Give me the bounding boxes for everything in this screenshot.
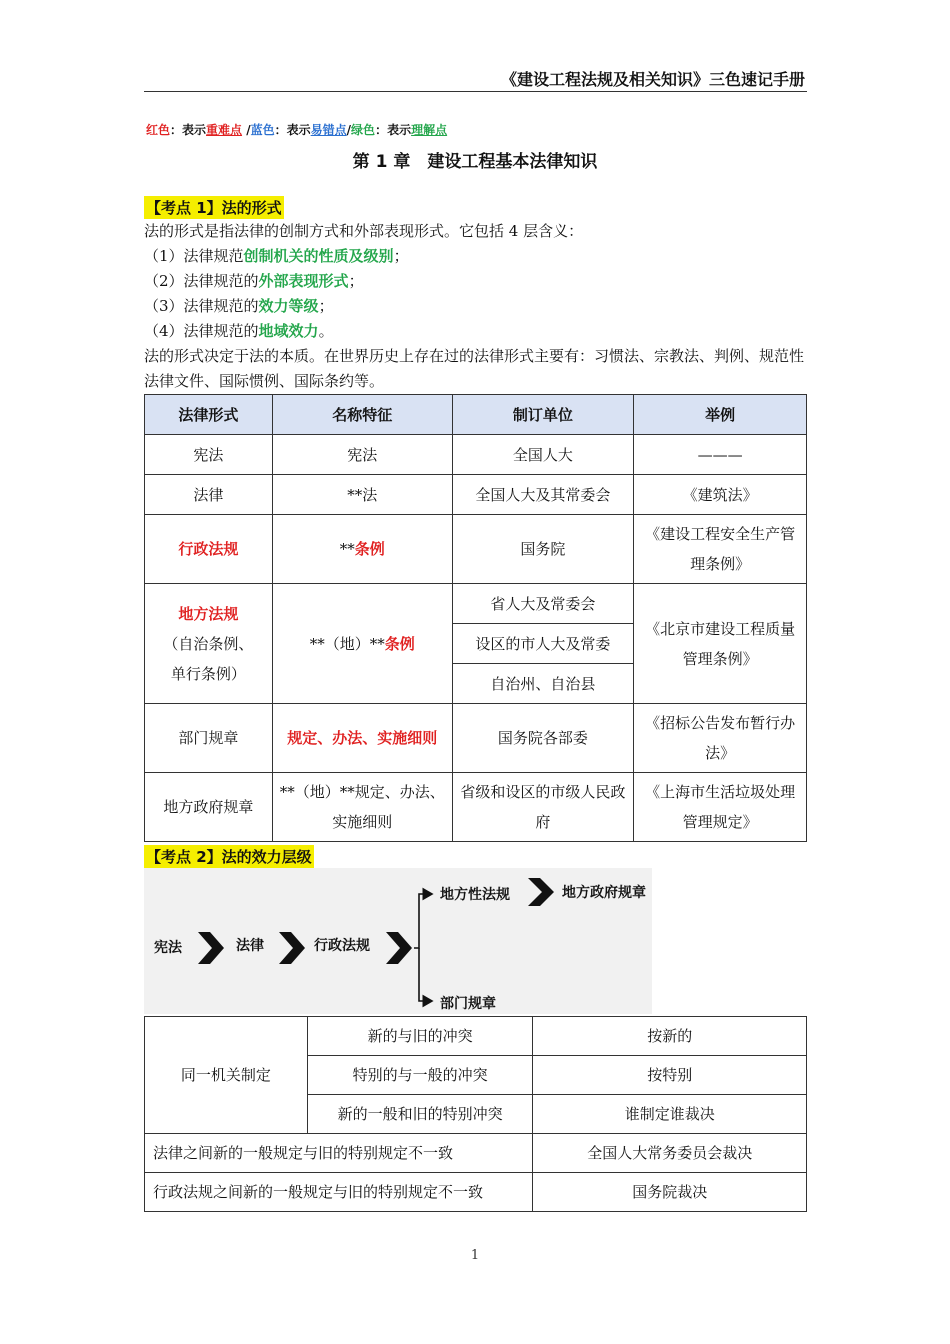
cell: 全国人大 (452, 435, 634, 475)
table-row (145, 773, 807, 842)
legend-slash: / (346, 123, 352, 137)
kp1-item: （1）法律规范创制机关的性质及级别； (144, 247, 409, 265)
cell: 按特别 (533, 1056, 807, 1095)
table-row (145, 704, 807, 773)
table-row (145, 1173, 807, 1212)
cell: 《北京市建设工程质量管理条例》 (634, 584, 807, 704)
node-law: 法律 (236, 938, 264, 954)
col-header: 举例 (634, 395, 807, 435)
branch-line (419, 948, 432, 1001)
cell: 新的与旧的冲突 (307, 1017, 533, 1056)
page-number: 1 (470, 1248, 480, 1263)
table-row (145, 515, 807, 584)
conflict-rules-table (144, 1016, 807, 1212)
cell: **条例 (272, 515, 452, 584)
legend-green-sep: ：表示 (375, 123, 412, 137)
legal-forms-table (144, 394, 807, 842)
kp1-item: （3）法律规范的效力等级； (144, 297, 334, 315)
cell: 《上海市生活垃圾处理管理规定》 (634, 773, 807, 842)
cell: 宪法 (145, 435, 273, 475)
chevron-arrow-icon (198, 932, 224, 964)
kp1-item: （4）法律规范的地域效力。 (144, 322, 334, 340)
header-rule (144, 91, 807, 92)
header-title: 《建设工程法规及相关知识》三色速记手册 (500, 70, 805, 89)
legend-slash: / (242, 123, 251, 137)
cell: 新的一般和旧的特别冲突 (307, 1095, 533, 1134)
cell: 部门规章 (145, 704, 273, 773)
chevron-arrow-icon (528, 878, 554, 906)
cell: 《招标公告发布暂行办法》 (634, 704, 807, 773)
branch-line (414, 894, 432, 948)
table-row (145, 475, 807, 515)
cell: 国务院裁决 (533, 1173, 807, 1212)
cell: 行政法规 (145, 515, 273, 584)
cell: 行政法规之间新的一般规定与旧的特别规定不一致 (145, 1173, 533, 1212)
cell: ——— (634, 435, 807, 475)
cell: 设区的市人大及常委 (452, 624, 634, 664)
cell: 省人大及常委会 (452, 584, 634, 624)
col-header: 制订单位 (452, 395, 634, 435)
kp1-outro: 法的形式决定于法的本质。在世界历史上存在过的法律形式主要有：习惯法、宗教法、判例、规范性法律文件、国际惯例、国际条约等。 (144, 347, 805, 390)
legend-blue-label: 蓝色 (250, 123, 275, 137)
node-constitution: 宪法 (154, 940, 182, 956)
cell: 省级和设区的市级人民政府 (452, 773, 634, 842)
cell: **（地）**规定、办法、实施细则 (272, 773, 452, 842)
cell: 宪法 (272, 435, 452, 475)
color-legend (146, 121, 447, 138)
cell: 国务院 (452, 515, 634, 584)
node-admin-regulation: 行政法规 (314, 938, 370, 954)
chapter-title: 第 1 章 建设工程基本法律知识 (352, 152, 598, 172)
cell: 国务院各部委 (452, 704, 634, 773)
node-local-gov-rule: 地方政府规章 (562, 885, 646, 901)
kp2-heading: 【考点 2】法的效力层级 (144, 845, 314, 868)
col-header: 名称特征 (272, 395, 452, 435)
cell: 规定、办法、实施细则 (272, 704, 452, 773)
cell: 《建筑法》 (634, 475, 807, 515)
kp1-heading: 【考点 1】法的形式 (144, 196, 284, 219)
cell: 法律之间新的一般规定与旧的特别规定不一致 (145, 1134, 533, 1173)
cell: 全国人大及其常委会 (452, 475, 634, 515)
legend-blue-sep: ：表示 (274, 123, 311, 137)
table-row (145, 435, 807, 475)
cell: 法律 (145, 475, 273, 515)
legend-green-label: 绿色 (351, 123, 376, 137)
legend-red-label: 红色 (146, 123, 171, 137)
chevron-arrow-icon (279, 932, 305, 964)
cell: 自治州、自治县 (452, 664, 634, 704)
kp1-item: （2）法律规范的外部表现形式； (144, 272, 364, 290)
cell: 地方法规 （自治条例、单行条例） (145, 584, 273, 704)
col-header: 法律形式 (145, 395, 273, 435)
legend-red-sep: ：表示 (170, 123, 207, 137)
table-row (145, 1134, 807, 1173)
chevron-arrow-icon (386, 932, 412, 964)
cell: **（地）**条例 (272, 584, 452, 704)
hierarchy-diagram (144, 868, 652, 1014)
cell: **法 (272, 475, 452, 515)
kp1-intro: 法的形式是指法律的创制方式和外部表现形式。它包括 4 层含义： (144, 222, 584, 240)
cell: 特别的与一般的冲突 (307, 1056, 533, 1095)
cell: 同一机关制定 (145, 1017, 308, 1134)
table-row (145, 1017, 807, 1056)
table-row (145, 584, 807, 624)
legend-green-meaning: 理解点 (411, 123, 448, 137)
cell: 按新的 (533, 1017, 807, 1056)
kp1-body (144, 219, 814, 394)
cell: 《建设工程安全生产管理条例》 (634, 515, 807, 584)
legend-red-meaning: 重难点 (206, 123, 243, 137)
cell: 全国人大常务委员会裁决 (533, 1134, 807, 1173)
cell: 谁制定谁裁决 (533, 1095, 807, 1134)
legend-blue-meaning: 易错点 (310, 123, 347, 137)
cell: 地方政府规章 (145, 773, 273, 842)
node-local-regulation: 地方性法规 (440, 887, 510, 903)
node-dept-rule: 部门规章 (440, 996, 496, 1012)
